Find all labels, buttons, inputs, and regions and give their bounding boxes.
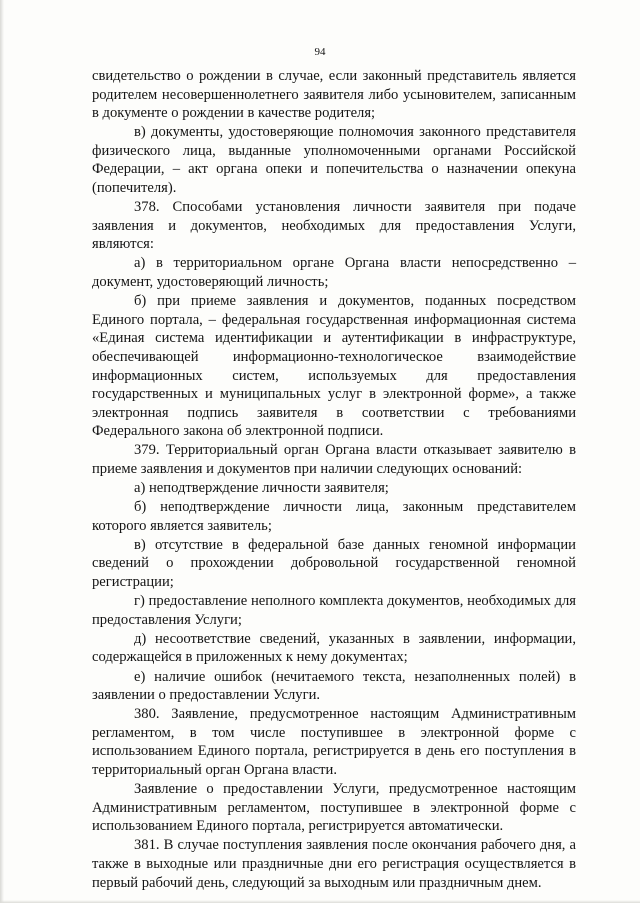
paragraph-4: а) в территориальном органе Органа власти непосредственно – документ, удостоверяющий личность; <box>92 255 576 291</box>
paragraph-5: б) при приеме заявления и документов, поданных посредством Единого портала, – федеральная государственная информационная система «Единая система идентификации и аутентификации в инфраструктуре, обеспечивающей информационно-технологическое взаимодействие информационных систем, используемых для предоставления государственных и муниципальных услуг в электронной форме», а также электронная подпись заявителя в соответствии с требованиями Федерального закона об электронной подписи. <box>92 293 576 440</box>
paragraph-15: 381. В случае поступления заявления после окончания рабочего дня, а также в выходные или праздничные дни его регистрация осуществляется в первый рабочий день, следующий за выходным или праздничным днем. <box>92 837 576 891</box>
paragraph-6: 379. Территориальный орган Органа власти отказывает заявителю в приеме заявления и документов при наличии следующих оснований: <box>92 442 576 477</box>
paragraph-8: б) неподтверждение личности лица, законным представителем которого является заявитель; <box>92 499 576 534</box>
paragraph-7: а) неподтверждение личности заявителя; <box>134 480 389 497</box>
document-body <box>92 67 576 893</box>
paragraph-2: в) документы, удостоверяющие полномочия законного представителя физического лица, выданные уполномоченными органами Российской Федерации, – акт органа опеки и попечительства о назначении опекуна (попечителя). <box>92 124 576 197</box>
paragraph-1: свидетельство о рождении в случае, если законный представитель является родителем несовершеннолетнего заявителя либо усыновителем, записанным в документе о рождении в качестве родителя; <box>92 68 576 122</box>
paragraph-13: 380. Заявление, предусмотренное настоящим Административным регламентом, в том числе поступившее в электронной форме с использованием Единого портала, регистрируется в день его поступления в территориальный орган Органа власти. <box>92 706 576 778</box>
page-number: 94 <box>314 46 326 58</box>
paragraph-10: г) предоставление неполного комплекта документов, необходимых для предоставления Услуги; <box>92 593 576 628</box>
scan-edge-left <box>0 0 4 903</box>
paragraph-9: в) отсутствие в федеральной базе данных геномной информации сведений о прохождении добровольной государственной геномной регистрации; <box>92 536 576 591</box>
paragraph-11: д) несоответствие сведений, указанных в заявлении, информации, содержащейся в приложенных к нему документах; <box>92 630 576 666</box>
paragraph-3: 378. Способами установления личности заявителя при подаче заявления и документов, необходимых для предоставления Услуги, являются: <box>92 199 576 253</box>
paragraph-14: Заявление о предоставлении Услуги, предусмотренное настоящим Административным регламентом, поступившее в электронной форме с использованием Единого портала, регистрируется автоматически. <box>92 781 576 835</box>
paragraph-12: е) наличие ошибок (нечитаемого текста, незаполненных полей) в заявлении о предоставлении Услуги. <box>92 668 576 704</box>
